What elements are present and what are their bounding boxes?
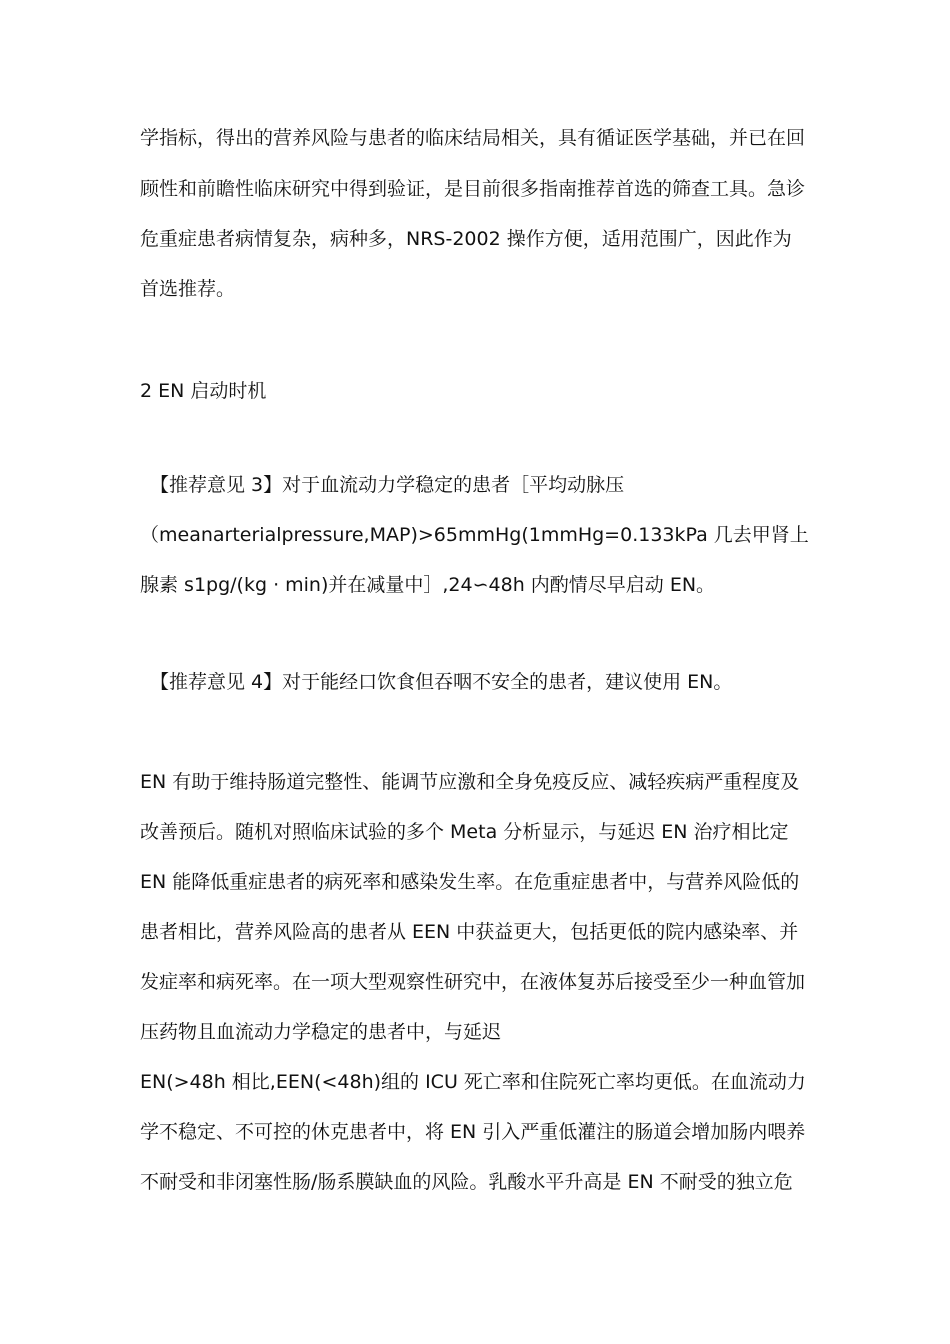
paragraph-line: 改善预后。随机对照临床试验的多个 Meta 分析显示，与延迟 EN 治疗相比定 <box>140 821 789 843</box>
paragraph-line: EN 能降低重症患者的病死率和感染发生率。在危重症患者中，与营养风险低的 <box>140 871 800 893</box>
paragraph-line: 危重症患者病情复杂，病种多，NRS-2002 操作方便，适用范围广，因此作为 <box>140 228 792 250</box>
paragraph-line: EN 有助于维持肠道完整性、能调节应激和全身免疫反应、减轻疾病严重程度及 <box>140 771 800 793</box>
paragraph-line: 压药物且血流动力学稳定的患者中，与延迟 <box>140 1021 502 1043</box>
recommendation-line: 【推荐意见 4】对于能经口饮食但吞咽不安全的患者，建议使用 EN。 <box>150 671 733 693</box>
paragraph-line: 顾性和前瞻性临床研究中得到验证，是目前很多指南推荐首选的筛查工具。急诊 <box>140 178 806 200</box>
recommendation-line: （meanarterialpressure,MAP)>65mmHg(1mmHg=0.133kPa 几去甲肾上 <box>140 524 809 546</box>
paragraph-line: 学指标，得出的营养风险与患者的临床结局相关，具有循证医学基础，并已在回 <box>140 127 806 149</box>
recommendation-line: 腺素 s1pg/(kg · min)并在减量中］,24∽48h 内酌情尽早启动 EN。 <box>140 574 716 596</box>
recommendation-line: 【推荐意见 3】对于血流动力学稳定的患者［平均动脉压 <box>150 474 625 496</box>
section-heading: 2 EN 启动时机 <box>140 380 267 402</box>
paragraph-line: 学不稳定、不可控的休克患者中，将 EN 引入严重低灌注的肠道会增加肠内喂养 <box>140 1121 806 1143</box>
paragraph-line: 患者相比，营养风险高的患者从 EEN 中获益更大，包括更低的院内感染率、并 <box>140 921 799 943</box>
paragraph-line: 首选推荐。 <box>140 278 236 300</box>
paragraph-line: EN(>48h 相比,EEN(<48h)组的 ICU 死亡率和住院死亡率均更低。在血流动力 <box>140 1071 806 1093</box>
paragraph-line: 发症率和病死率。在一项大型观察性研究中，在液体复苏后接受至少一种血管加 <box>140 971 806 993</box>
paragraph-line: 不耐受和非闭塞性肠/肠系膜缺血的风险。乳酸水平升高是 EN 不耐受的独立危 <box>140 1171 793 1193</box>
